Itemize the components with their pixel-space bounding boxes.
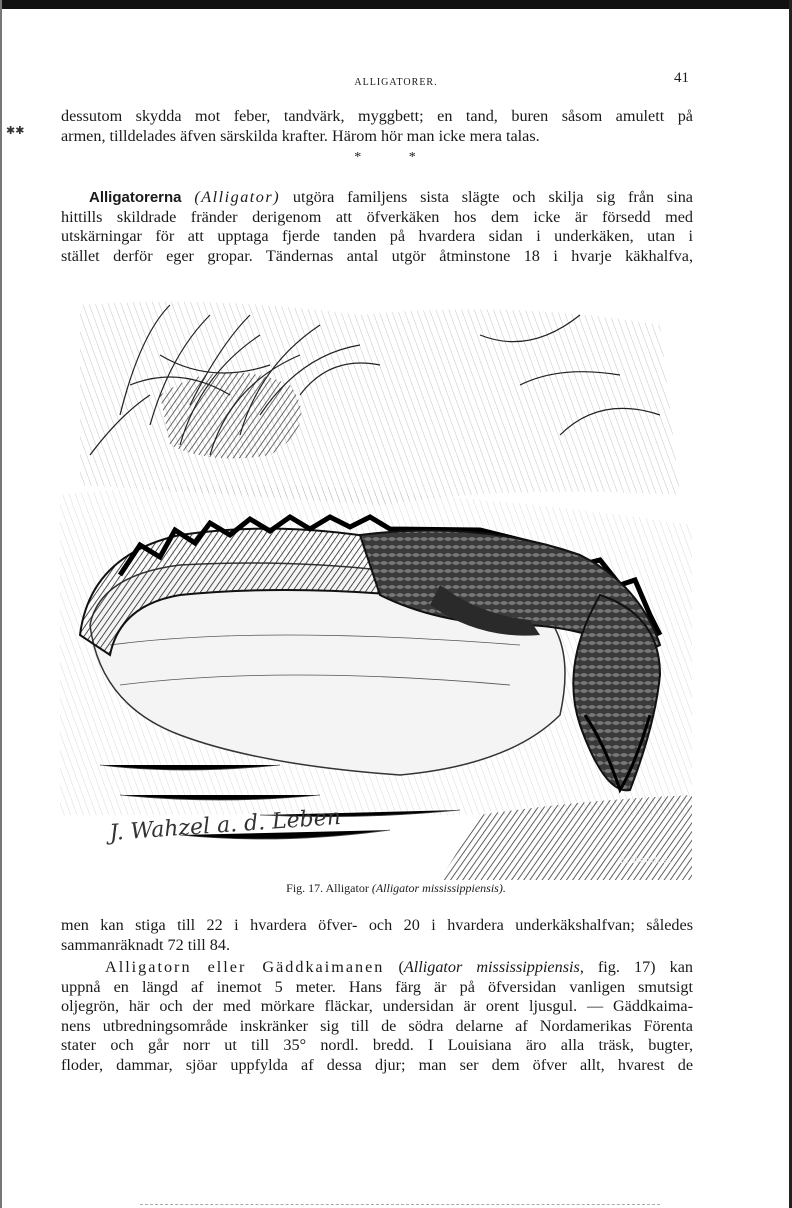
continued-paragraph <box>61 916 693 955</box>
section-separator: * * <box>354 150 438 165</box>
genus-heading: Alligatorerna <box>89 189 182 206</box>
scan-left-border <box>0 0 2 1208</box>
artist-signature: J. Wahzel a. d. Leben <box>108 804 342 846</box>
text-fragment: ( <box>384 958 404 976</box>
genus-latin: (Alligator) <box>194 188 281 206</box>
text-line: dessutom skydda mot feber, tandvärk, myggbett; en tand, buren såsom amulett på <box>61 107 693 125</box>
text-line: oljegrön, här och der med mörkare fläckar, undersidan är orent ljusgul. — Gäddkaima- <box>61 997 693 1015</box>
text-line: hittills skildrade fränder derigenom att öfverkäken hos dem icke är försedd med <box>61 207 693 226</box>
text-fragment: , fig. 17) kan <box>579 958 693 976</box>
text-line <box>61 958 693 978</box>
top-paragraph <box>61 107 693 146</box>
text-fragment: utgöra familjens sista slägte och skilja sig från sina <box>280 188 693 206</box>
text-line: armen, tilldelades äfven särskilda krafter. Härom hör man icke mera talas. <box>61 126 540 145</box>
species-latin: Alligator mississippiensis <box>403 958 580 976</box>
page-number: 41 <box>674 70 689 86</box>
figure-caption <box>0 881 792 896</box>
text-fragment: Alligatorn eller <box>105 958 263 976</box>
main-paragraph <box>61 958 693 1075</box>
text-line: nens utbredningsområde inskränker sig till de södra delarne af Nordamerikas Förenta <box>61 1016 693 1035</box>
margin-mark: ✱✱ <box>6 125 25 137</box>
text-line: men kan stiga till 22 i hvardera öfver- och 20 i hvardera underkäkshalfvan; således <box>61 916 693 934</box>
text-line: utskärningar för att upptaga fjerde tanden på hvardera sidan i underkäken, utan i <box>61 227 693 245</box>
text-line: sammanräknadt 72 till 84. <box>61 935 231 954</box>
caption-latin: (Alligator mississippiensis). <box>371 881 506 895</box>
caption-text: Fig. 17. Alligator <box>286 881 372 895</box>
engraver-signature: E. Wendt sc. <box>620 856 676 866</box>
common-name: Gäddkaimanen <box>262 958 385 976</box>
text-line: stället derför eger gropar. Tändernas antal utgör åtminstone 18 i hvarje käkhalfva, <box>61 246 693 265</box>
text-line: floder, dammar, sjöar uppfylda af dessa djur; man ser dem öfver allt, hvarest de <box>61 1055 693 1074</box>
text-line: stater och går norr ut till 35° nordl. bredd. I Louisiana äro alla träsk, bugter, <box>61 1036 693 1054</box>
scan-bottom-rule <box>140 1204 660 1206</box>
intro-paragraph <box>61 188 693 266</box>
dark-foliage <box>160 372 301 458</box>
text-line <box>61 188 693 208</box>
text-line: uppnå en längd af inemot 5 meter. Hans färg är på öfversidan vanligen smutsigt <box>61 977 693 996</box>
scan-top-border <box>0 0 792 9</box>
alligator-engraving <box>60 295 692 880</box>
running-title: ALLIGATORER. <box>354 77 438 88</box>
